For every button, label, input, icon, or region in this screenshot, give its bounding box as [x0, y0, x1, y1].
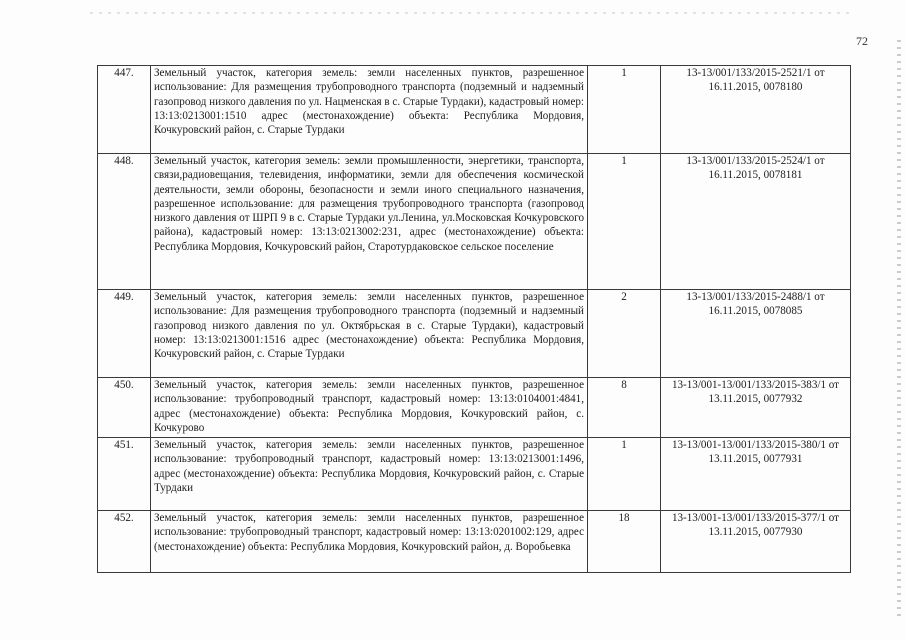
row-number: 450.	[98, 378, 151, 438]
scan-artifact-top	[90, 12, 850, 14]
table-row	[98, 378, 851, 438]
row-number: 452.	[98, 511, 151, 573]
row-quantity: 8	[588, 378, 661, 438]
scan-artifact-right-edge	[897, 40, 901, 620]
row-registration: 13-13/001/133/2015-2521/1 от 16.11.2015, 0078180	[661, 66, 851, 154]
row-description: Земельный участок, категория земель: земли населенных пунктов, разрешенное использование: Для размещения трубопроводного транспорта (подземный и надземный газопровод низкого давления по ул. Нацменская в с. Старые Турдаки), кадастровый номер: 13:13:0213001:1510 адрес (местонахождение) объекта: Республика Мордовия, Кочкуровский район, с. Старые Турдаки	[151, 66, 588, 154]
table-row	[98, 66, 851, 154]
row-description: Земельный участок, категория земель: земли промышленности, энергетики, транспорта, связи,радиовещания, телевидения, информатики, земли для обеспечения космической деятельности, земли обороны, безопасности и земли иного специального назначения, разрешенное использование: для размещения трубопроводного транспорта (газопровод низкого давления от ШРП 9 в с. Старые Турдаки ул.Ленина, ул.Московская Кочкуровского района), кадастровый номер: 13:13:0213002:231, адрес (местонахождение) объекта: Республика Мордовия, Кочкуровский район, Старотурдаковское сельское поселение	[151, 154, 588, 290]
row-registration: 13-13/001/133/2015-2488/1 от 16.11.2015, 0078085	[661, 290, 851, 378]
row-number: 448.	[98, 154, 151, 290]
row-registration: 13-13/001-13/001/133/2015-380/1 от 13.11.2015, 0077931	[661, 438, 851, 511]
row-description: Земельный участок, категория земель: земли населенных пунктов, разрешенное использование: трубопроводный транспорт, кадастровый номер: 13:13:0104001:4841, адрес (местонахождение) объекта: Республика Мордовия, Кочкуровский район, с. Кочкурово	[151, 378, 588, 438]
row-description: Земельный участок, категория земель: земли населенных пунктов, разрешенное использование: трубопроводный транспорт, кадастровый номер: 13:13:0213001:1496, адрес (местонахождение) объекта: Республика Мордовия, Кочкуровский район, с. Старые Турдаки	[151, 438, 588, 511]
row-registration: 13-13/001/133/2015-2524/1 от 16.11.2015, 0078181	[661, 154, 851, 290]
row-number: 451.	[98, 438, 151, 511]
land-registry-table	[97, 65, 851, 573]
table-row	[98, 438, 851, 511]
table-row	[98, 290, 851, 378]
row-quantity: 1	[588, 66, 661, 154]
table-row	[98, 154, 851, 290]
row-quantity: 1	[588, 438, 661, 511]
row-quantity: 2	[588, 290, 661, 378]
row-description: Земельный участок, категория земель: земли населенных пунктов, разрешенное использование: трубопроводный транспорт, кадастровый номер: 13:13:0201002:129, адрес (местонахождение) объекта: Республика Мордовия, Кочкуровский район, д. Воробьевка	[151, 511, 588, 573]
row-registration: 13-13/001-13/001/133/2015-383/1 от 13.11.2015, 0077932	[661, 378, 851, 438]
row-description: Земельный участок, категория земель: земли населенных пунктов, разрешенное использование: Для размещения трубопроводного транспорта (подземный и надземный газопровод низкого давления по ул. Октябрьская в с. Старые Турдаки), кадастровый номер: 13:13:0213001:1516 адрес (местонахождение) объекта: Республика Мордовия, Кочкуровский район, с. Старые Турдаки	[151, 290, 588, 378]
row-quantity: 1	[588, 154, 661, 290]
table-row	[98, 511, 851, 573]
row-quantity: 18	[588, 511, 661, 573]
row-registration: 13-13/001-13/001/133/2015-377/1 от 13.11.2015, 0077930	[661, 511, 851, 573]
row-number: 447.	[98, 66, 151, 154]
row-number: 449.	[98, 290, 151, 378]
page-number: 72	[856, 34, 868, 48]
